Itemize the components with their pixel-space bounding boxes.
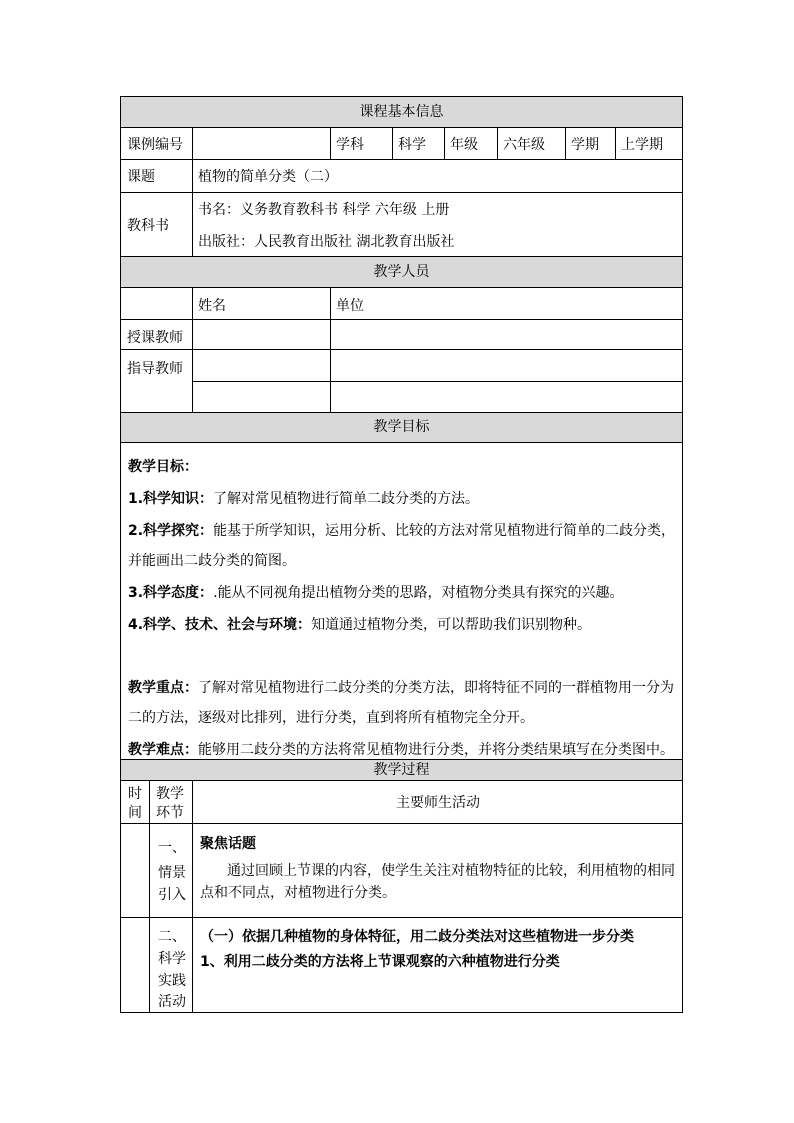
stage2-line2: 科学 (158, 951, 186, 967)
stage2-heading: （一）依据几种植物的身体特征，用二歧分类法对这些植物进一步分类 (200, 929, 634, 945)
objective-item (128, 582, 624, 602)
textbook-publisher: 出版社：人民教育出版社 湖北教育出版社 (198, 234, 455, 250)
stage1-line1: 一、 (158, 840, 186, 856)
objective-item (128, 488, 479, 508)
stage2-line1: 二、 (158, 929, 186, 945)
section-title: 教学过程 (373, 762, 430, 778)
stage1-title: 聚焦话题 (200, 836, 256, 852)
stage1-line3: 引入 (158, 887, 186, 903)
topic-row (120, 160, 683, 193)
objective-item (128, 550, 296, 570)
section-title: 课程基本信息 (359, 104, 444, 120)
staff-table (120, 288, 683, 413)
mentor-label: 指导教师 (127, 361, 183, 377)
stage2-subheading: 1、利用二歧分类的方法将上节课观察的六种植物进行分类 (200, 954, 560, 970)
topic-label: 课题 (127, 169, 155, 185)
section-header-process (120, 760, 683, 781)
stage2-line3: 实践 (158, 973, 186, 989)
objective-text: .能从不同视角提出植物分类的思路，对植物分类具有探究的兴趣。 (213, 585, 624, 601)
term-label: 学期 (571, 136, 599, 153)
objectives-body (120, 443, 683, 760)
objective-text: 了解对常见植物进行简单二歧分类的方法。 (213, 491, 480, 507)
stage2-line4: 活动 (158, 994, 186, 1010)
topic-value: 植物的简单分类（二） (198, 169, 338, 185)
key-point-text: 了解对常见植物进行二歧分类的分类方法，即将特征不同的一群植物用一分为 (198, 680, 674, 696)
col-stage-line2: 环节 (156, 805, 184, 821)
staff-col-name: 姓名 (198, 298, 226, 314)
lecturer-label: 授课教师 (127, 330, 183, 346)
process-stage-1 (120, 824, 683, 918)
objective-text: 能基于所学知识，运用分析、比较的方法对常见植物进行简单的二歧分类， (213, 523, 676, 539)
objective-label: 1.科学知识： (128, 491, 214, 507)
section-title: 教学目标 (373, 419, 430, 435)
section-header-basic-info (120, 96, 683, 128)
objectives-title: 教学目标： (128, 459, 198, 475)
col-activity: 主要师生活动 (396, 795, 480, 811)
key-point-continued: 二的方法，逐级对比排列，进行分类，直到将所有植物完全分开。 (128, 710, 534, 726)
section-header-staff (120, 257, 683, 288)
objective-label: 4.科学、技术、社会与环境： (128, 617, 312, 633)
subject-value: 科学 (398, 136, 426, 153)
subject-label: 学科 (336, 136, 364, 153)
textbook-book: 书名：义务教育教科书 科学 六年级 上册 (198, 202, 450, 218)
difficulty (128, 739, 674, 759)
col-stage-line1: 教学 (156, 786, 184, 802)
key-point-label: 教学重点： (128, 680, 198, 696)
difficulty-label: 教学难点： (128, 742, 198, 758)
stage1-line2: 情景 (158, 865, 186, 881)
lesson-plan-table (120, 96, 683, 1013)
stage1-text-line1: 通过回顾上节课的内容，使学生关注对植物特征的比较，利用植物的相同 (227, 863, 675, 879)
objective-label: 2.科学探究： (128, 523, 214, 539)
col-time-line1: 时 (128, 786, 142, 802)
process-stage-2 (120, 918, 683, 1013)
textbook-label: 教科书 (127, 217, 169, 234)
grade-label: 年级 (450, 136, 478, 153)
objective-text: 并能画出二歧分类的简图。 (128, 553, 296, 569)
section-header-objectives (120, 413, 683, 443)
textbook-row (120, 193, 683, 257)
case-no-value (192, 128, 330, 159)
objective-label: 3.科学态度： (128, 585, 214, 601)
key-point (128, 677, 674, 697)
case-info-row (120, 128, 683, 160)
objective-text: 知道通过植物分类，可以帮助我们识别物种。 (311, 617, 592, 633)
col-time-line2: 间 (128, 805, 142, 821)
section-title: 教学人员 (373, 264, 430, 280)
objective-item (128, 614, 591, 634)
process-col-headers (120, 781, 683, 824)
difficulty-text: 能够用二歧分类的方法将常见植物进行分类，并将分类结果填写在分类图中。 (198, 742, 674, 758)
grade-value: 六年级 (503, 136, 545, 153)
term-value: 上学期 (621, 136, 663, 153)
staff-col-unit: 单位 (336, 298, 364, 314)
case-no-label: 课例编号 (127, 136, 183, 153)
objective-item (128, 520, 675, 540)
stage1-text-line2: 点和不同点，对植物进行分类。 (200, 885, 396, 901)
